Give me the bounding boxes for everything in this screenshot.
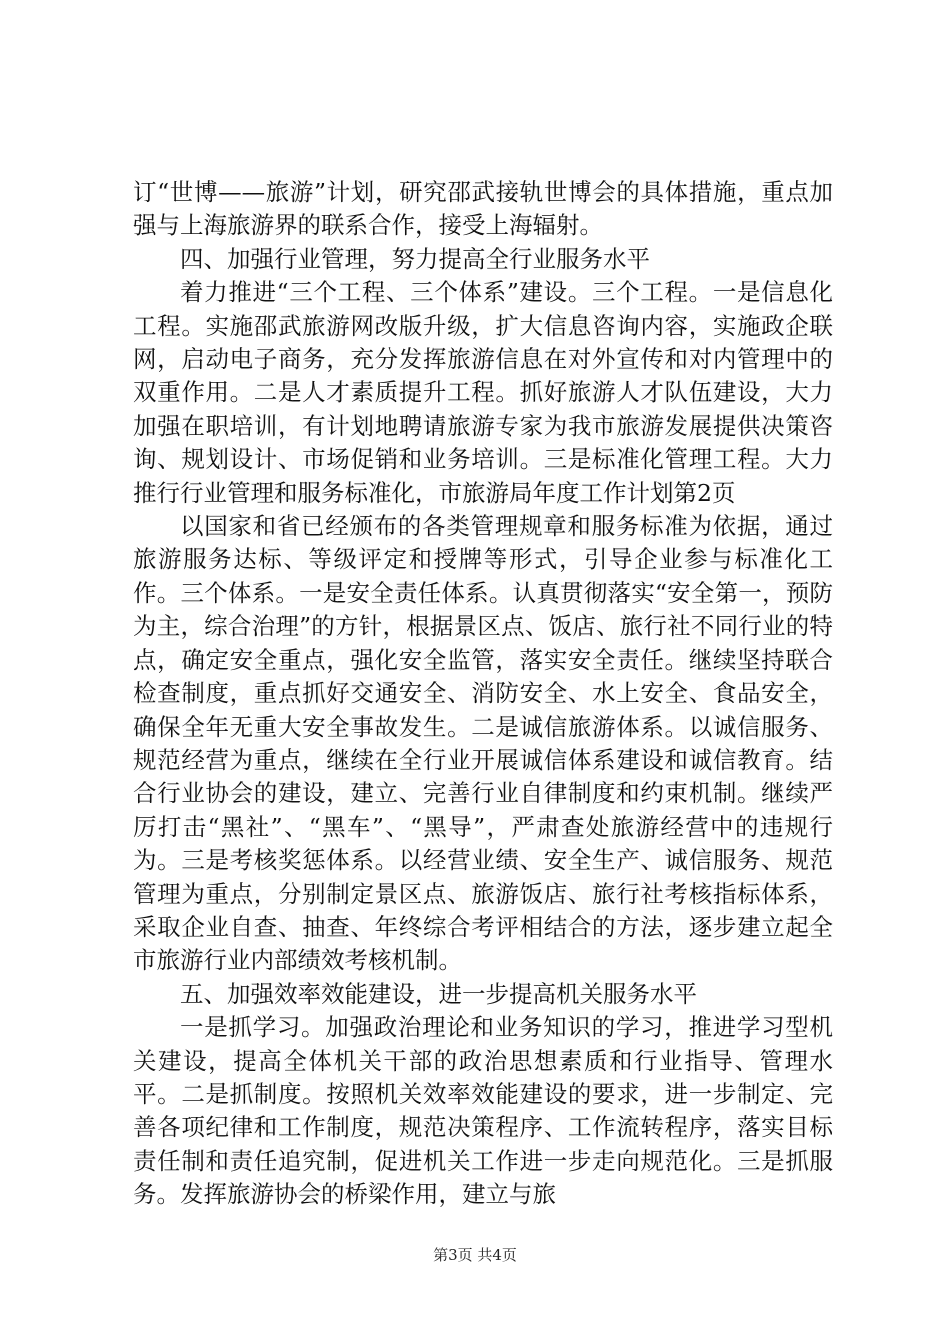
paragraph-three-projects: 着力推进“三个工程、三个体系”建设。三个工程。一是信息化工程。实施邵武旅游网改版升级，扩大信息咨询内容，实施政企联网，启动电子商务，充分发挥旅游信息在对外宣传和对内管理中的双重作用。二是人才素质提升工程。抓好旅游人才队伍建设，大力加强在职培训，有计划地聘请旅游专家为我市旅游发展提供决策咨询、规划设计、市场促销和业务培训。三是标准化管理工程。大力推行行业管理和服务标准化，市旅游局年度工作计划第2页 <box>133 278 833 507</box>
section-heading-4: 四、加强行业管理，努力提高全行业服务水平 <box>180 244 650 273</box>
section-heading-5: 五、加强效率效能建设，进一步提高机关服务水平 <box>180 979 697 1008</box>
paragraph-continuation: 订“世博——旅游”计划，研究邵武接轨世博会的具体措施，重点加强与上海旅游界的联系合作，接受上海辐射。 <box>133 178 833 240</box>
document-body <box>133 176 833 1212</box>
paragraph-efficiency: 一是抓学习。加强政治理论和业务知识的学习，推进学习型机关建设，提高全体机关干部的政治思想素质和行业指导、管理水平。二是抓制度。按照机关效率效能建设的要求，进一步制定、完善各项纪律和工作制度，规范决策程序、工作流转程序，落实目标责任制和责任追究制，促进机关工作进一步走向规范化。三是抓服务。发挥旅游协会的桥梁作用，建立与旅 <box>133 1013 833 1209</box>
paragraph-three-systems: 以国家和省已经颁布的各类管理规章和服务标准为依据，通过旅游服务达标、等级评定和授牌等形式，引导企业参与标准化工作。三个体系。一是安全责任体系。认真贯彻落实“安全第一，预防为主，综合治理”的方针，根据景区点、饭店、旅行社不同行业的特点，确定安全重点，强化安全监管，落实安全责任。继续坚持联合检查制度，重点抓好交通安全、消防安全、水上安全、食品安全，确保全年无重大安全事故发生。二是诚信旅游体系。以诚信服务、规范经营为重点，继续在全行业开展诚信体系建设和诚信教育。结合行业协会的建设，建立、完善行业自律制度和约束机制。继续严厉打击“黑社”、“黑车”、“黑导”，严肃查处旅游经营中的违规行为。三是考核奖惩体系。以经营业绩、安全生产、诚信服务、规范管理为重点，分别制定景区点、旅游饭店、旅行社考核指标体系，采取企业自查、抽查、年终综合考评相结合的方法，逐步建立起全市旅游行业内部绩效考核机制。 <box>133 512 833 975</box>
page-footer: 第3页 共4页 <box>433 1246 517 1264</box>
